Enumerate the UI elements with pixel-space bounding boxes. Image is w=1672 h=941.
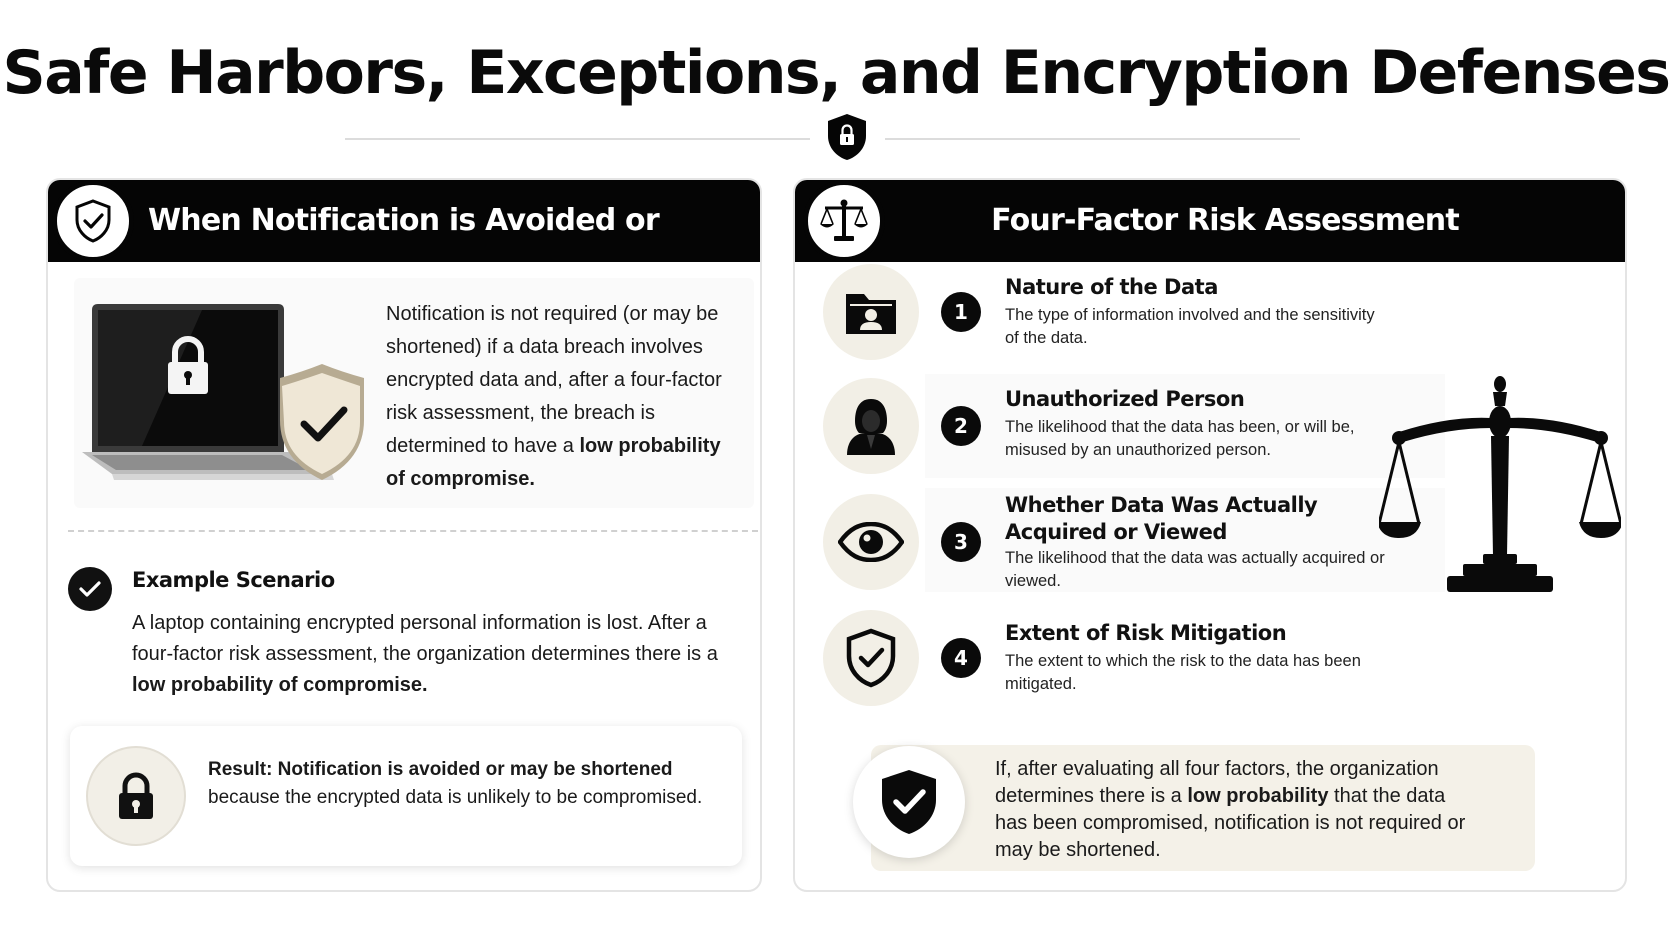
notification-panel: [46, 178, 762, 892]
factor-3-desc: The likelihood that the data was actually acquired or viewed.: [1005, 549, 1385, 590]
intro-text: Notification is not required (or may be shortened) if a data breach involves encrypted data and, after a four-factor risk assessment, the breach is determined to have a low probability of compromise.: [386, 303, 722, 490]
shield-check-icon: [879, 768, 939, 836]
factor-3-number: 3: [941, 522, 981, 562]
header-badge: [52, 180, 134, 262]
padlock-icon: [116, 771, 156, 821]
summary-text: If, after evaluating all four factors, the organization determines there is a low probability that the data has been compromised, notification is not required or may be shortened.: [995, 758, 1466, 861]
factor-3-badge: [823, 494, 919, 590]
hooded-person-icon: [843, 397, 899, 455]
shield-check-icon: [845, 628, 897, 688]
factor-4-desc: The extent to which the risk to the data has been mitigated.: [1005, 652, 1361, 693]
factor-1-title: Nature of the Data: [1005, 275, 1218, 299]
result-text: Result: Notification is avoided or may be shortened because the encrypted data is unlikely to be compromised.: [208, 759, 703, 808]
panel-title: When Notification is Avoided or: [148, 203, 659, 238]
folder-person-icon: [844, 288, 898, 336]
factor-3-title: Whether Data Was Actually Acquired or Viewed: [1005, 493, 1318, 544]
factor-1-number: 1: [941, 292, 981, 332]
factor-2-title: Unauthorized Person: [1005, 387, 1245, 411]
title-divider-right: [885, 138, 1300, 140]
laptop-lock-icon: [82, 302, 372, 502]
factor-2-badge: [823, 378, 919, 474]
page-title: Safe Harbors, Exceptions, and Encryption Defenses: [2, 38, 1670, 108]
risk-assessment-panel: [793, 178, 1627, 892]
result-badge: [86, 746, 186, 846]
eye-icon: [838, 522, 904, 562]
example-title: Example Scenario: [132, 568, 335, 592]
check-circle-icon: [68, 567, 112, 611]
shield-lock-icon: [826, 112, 868, 162]
factor-4-number: 4: [941, 638, 981, 678]
factor-2-desc: The likelihood that the data has been, or will be, misused by an unauthorized person.: [1005, 418, 1355, 459]
shield-check-icon: [73, 198, 113, 244]
panel-header: [795, 180, 1625, 262]
example-text: A laptop containing encrypted personal information is lost. After a four-factor risk assessment, the organization determines there is a low probability of compromise.: [132, 612, 718, 696]
factor-1-desc: The type of information involved and the sensitivity of the data.: [1005, 306, 1375, 347]
factor-1-badge: [823, 264, 919, 360]
section-divider: [68, 530, 758, 532]
title-divider-left: [345, 138, 810, 140]
factor-2-number: 2: [941, 406, 981, 446]
summary-badge: [853, 746, 965, 858]
justice-scale-icon: [1379, 376, 1621, 598]
panel-header: [48, 180, 760, 262]
panel-title: Four-Factor Risk Assessment: [991, 203, 1459, 238]
factor-4-badge: [823, 610, 919, 706]
factor-4-title: Extent of Risk Mitigation: [1005, 621, 1287, 645]
